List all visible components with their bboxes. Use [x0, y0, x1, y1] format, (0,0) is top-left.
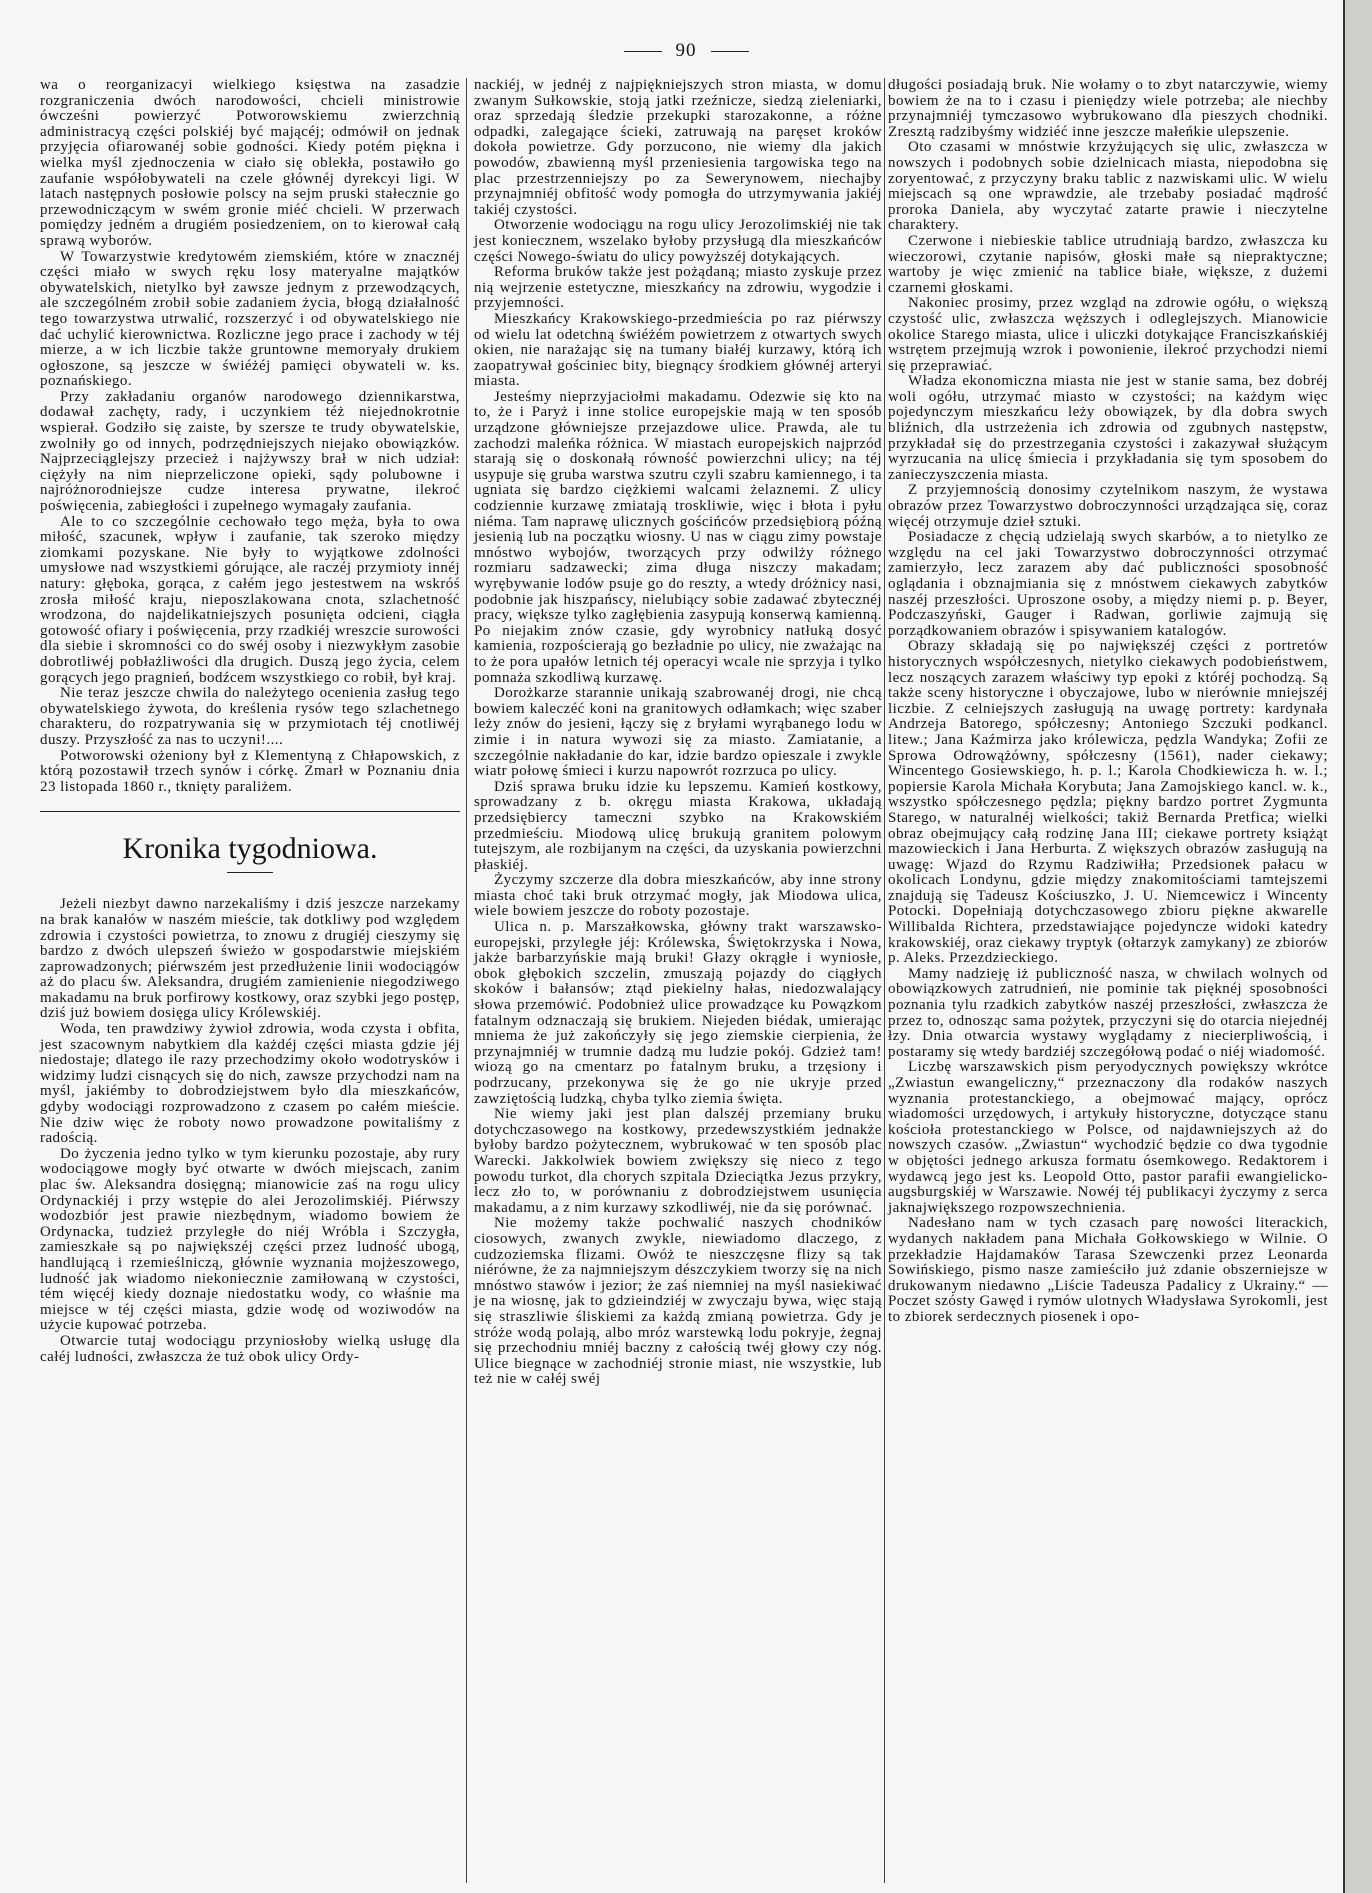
paragraph: nackiéj, w jednéj z najpiękniejszych stron miasta, w domu zwanym Sułkowskie, stoją jatki rzeźnicze, siedzą zieleniarki, oraz sprzedają śledzie przekupki starozakonne, a różne odpadki, zalegające ścieki, zatruwają na paręset kroków dokoła powietrze. Gdy porzucono, nie wiemy dla jakich powodów, zbawienną myśl przeniesienia targowiska tego na plac przestrzenniejszy po za Sewerynowem, niechajby przynajmniéj obfitość wody pomogła do utrzymywania jakiéj takiéj czystości.: [474, 77, 882, 218]
paragraph: Otworzenie wodociągu na rogu ulicy Jerozolimskiéj nie tak jest koniecznem, wszelako byłoby przysługą dla mieszkańców części Nowego-światu do ulicy powyższéj dotykających.: [474, 217, 882, 265]
paragraph: Ale to co szczególnie cechowało tego męża, była to owa miłość, szacunek, wpływ i zaufanie, tak szeroko między ziomkami pozyskane. Nie były to wyjątkowe zdolności umysłowe nad wszystkiemi górujące, ale raczéj przymioty innéj natury: głęboka, gorąca, z całém jego jestestwem na wskróś zrosła miłość kraju, nieposzlakowana cnota, szlachetność wrodzona, do najdelikatniejszych posunięta odcieni, ciągła gotowość ofiary i poświęcenia, przy rzadkiéj wreszcie surowości dla siebie i skromności co do swéj osoby i niezwykłym zasobie dobrotliwéj pobłażliwości dla drugich. Duszą jego życia, celem gorących jego pragnień, bodźcem wszystkiego co robił, był kraj.: [40, 513, 460, 686]
paragraph: Potworowski ożeniony był z Klementyną z Chłapowskich, z którą pozostawił trzech synów i córkę. Zmarł w Poznaniu dnia 23 listopada 1860 r., tknięty paraliżem.: [40, 747, 460, 795]
paragraph: Czerwone i niebieskie tablice utrudniają bardzo, zwłaszcza ku wieczorowi, czytanie napisów, głoski małe są niepraktyczne; wartoby je więc zmienić na tablice białe, większe, z dużemi czarnemi głoskami.: [888, 232, 1328, 296]
paragraph: Oto czasami w mnóstwie krzyżujących się ulic, zwłaszcza w nowszych i podobnych sobie dzielnicach miasta, niepodobna się zoryentować, z przyczyny braku tablic z nazwiskami ulic. W wielu miejscach są one wprawdzie, ale trzebaby posiadać mądrość proroka Daniela, aby wyczytać zatarte prawie i nieczytelne charaktery.: [888, 139, 1328, 234]
paragraph: Mamy nadzieję iż publiczność nasza, w chwilach wolnych od obowiązkowych zatrudnień, nie pominie tak pięknéj sposobności poznania tylu rzadkich zabytków naszéj przeszłości, zwłaszcza że przez to, odnosząc sama pożytek, przyczyni się do otarcia niejednéj łzy. Dnia otwarcia wystawy wyglądamy z niecierpliwością, i postaramy się wtedy bardziéj szczegółową podać o niéj wiadomość.: [888, 965, 1328, 1060]
section-heading: Kronika tygodniowa.: [122, 832, 378, 866]
paragraph: Ulica n. p. Marszałkowska, główny trakt warszawsko-europejski, przyległe jéj: Królewska, Świętokrzyska i Nowa, jakże barbarzyńskie mają bruki! Głazy okrągłe i wyniosłe, obok głębokich szczelin, zmuszają pojazdy do ciągłych skoków i bałansów; ztąd piekielny hałas, niedozwalający słowa przemówić. Podobnież ulice prowadzące ku Powązkom fatalnym odznaczają się brukiem. Niejeden biédak, umierając mniema że już zakończyły się jego ziemskie cierpienia, że przynajmniéj w trumnie dadzą mu ludzie pokój. Gdzież tam! wiozą go na cmentarz po fatalnym bruku, a trzęsiony i podrzucany, przekonywa się że go nie ukryje przed zawziętością ludzką, chyba tylko ziemia święta.: [474, 919, 882, 1107]
paragraph: Przy zakładaniu organów narodowego dziennikarstwa, dodawał zachęty, rady, i uczynkiem téż niejednokrotnie wspierał. Godziło się zaiste, by szersze te trudy obywatelskie, zwolniły go od innych, podrzędniejszych niejako obowiązków. Najprzeciąglejszy przecież i najżywszy brał w nich udział: ciężyły na nim nieprzeliczone opieki, sądy polubowne i najróżnorodniejsze cudze interesa prywatne, ilekroć poświęcenia, zabiegłości i zupełnego wymagały zaufania.: [40, 388, 460, 515]
obituary-text: [40, 78, 460, 795]
column-rule: [466, 78, 467, 1883]
paragraph: Jeżeli niezbyt dawno narzekaliśmy i dziś jeszcze narzekamy na brak kanałów w naszém mieście, tak dotkliwy pod względem zdrowia i czystości powietrza, to znowu z drugiéj cieszymy się bardzo z dwóch ulepszeń świeżo w gospodarstwie miejskiém zaprowadzonych; piérwszém jest przedłużenie linii wodociągów aż do placu św. Aleksandra, drugiém zamienienie niegodziwego makadamu na bruk porfirowy kostkowy, oraz szybki jego postęp, dziś już bowiem dosięga ulicy Królewskiéj.: [40, 896, 460, 1022]
paragraph: Życzymy szczerze dla dobra mieszkańców, aby inne strony miasta choć taki bruk otrzymać mogły, jak Miodowa ulica, wiele bowiem jeszcze do roboty pozostaje.: [474, 872, 882, 920]
paragraph: Nie wiemy jaki jest plan dalszéj przemiany bruku dotychczasowego na kostkowy, przedewszystkiém jednakże byłoby bardzo pożytecznem, wybrukować w ten sposób plac Warecki. Jakkolwiek bowiem zwiększy się nieco z tego powodu turkot, dla chorych szpitala Dzieciątka Jezus przykry, lecz zło to, w porównaniu z dobrodziejstwem usunięcia makadamu, a z nim kurzawy szkodliwéj, nie da się porównać.: [474, 1106, 882, 1216]
paragraph: Mieszkańcy Krakowskiego-przedmieścia po raz piérwszy od wielu lat odetchną świéżém powietrzem z otwartych swych okien, nie narażając się na tumany białéj kurzawy, którą ich zaopatrywał gościniec bity, biegnący środkiem głównéj arteryi miasta.: [474, 310, 882, 390]
section-divider: [40, 811, 460, 812]
column-2: [474, 78, 882, 1388]
paragraph: Posiadacze z chęcią udzielają swych skarbów, a to nietylko ze względu na cel jaki Towarzystwo dobroczynności otrzymać zamierzyło, lecz zarazem aby dać publiczności sposobność oglądania i obznajmiania się z mnóstwem ciekawych zabytków naszéj przeszłości. Uproszone osoby, a między niemi p. p. Beyer, Podczaszyński, Gauger i Radwan, gorliwie zajmują się porządkowaniem obrazów i spisywaniem katalogów.: [888, 529, 1328, 639]
adjacent-page-edge: [1343, 0, 1372, 1893]
paragraph: Do życzenia jedno tylko w tym kierunku pozostaje, aby rury wodociągowe mogły być otwarte w dwóch miejscach, zanim plac św. Aleksandra dosięgną; mianowicie zaś na rogu ulicy Ordynackiéj i przy wstępie do alei Jerozolimskiéj. Piérwszy wodozbiór jest prawie niezbędnym, wiadomo bowiem że Ordynacka, tudzież przyległe do niéj Wróbla i Szczygła, zamieszkałe są po największéj części przez ludność ubogą, handlującą i rzemieślniczą, głównie wyznania mojżeszowego, ludność jak wiadomo niekoniecznie zamiłowaną w czystości, tém więcéj kiedy doznaje niedostatku wody, co właśnie ma miejsce w téj części miasta, gdzie wodę od woziwodów na użycie kupować potrzeba.: [40, 1145, 460, 1334]
chronicle-text: [40, 897, 460, 1365]
heading-rule: [227, 872, 273, 873]
paragraph: wa o reorganizacyi wielkiego księstwa na zasadzie rozgraniczenia dwóch narodowości, chcieli ministrowie ówcześni powierzyć Potworowskiemu zwierzchnią administracyą części polskiéj być mającéj; odmówił on jednak przyjęcia ofiarowanéj sobie godności. Kiedy potém piękna i wielka myśl zjednoczenia w ciało się oblekła, postawiło go zaufanie współobywateli na czele głównéj dyrekcyi ligi. W latach następnych posłowie polscy na sejm pruski stałecznie go przewodniczącym w swém gronie miéć chcieli. W przerwach pomiędzy jedném a drugiém posiedzeniem, on to kierował całą sprawą wyborów.: [40, 77, 460, 249]
paragraph: Nadesłano nam w tych czasach parę nowości literackich, wydanych nakładem pana Michała Gołkowskiego w Wilnie. O przekładzie Hajdamaków Tarasa Szewczenki przez Leonarda Sowińskiego, pismo nasze zamieściło już zdanie obszerniejsze w drukowanym niedawno „Liście Tadeusza Padalicy z Ukrainy.“ — Poczet szósty Gawęd i rymów ulotnych Władysława Syrokomli, jest to zbiorek serdecznych piosenek i opo-: [888, 1215, 1328, 1325]
column-1: [40, 78, 460, 1365]
paragraph: Reforma bruków także jest pożądaną; miasto zyskuje przez nią wejrzenie estetyczne, mieszkańcy na zdrowiu, wygodzie i przyjemności.: [474, 264, 882, 312]
paragraph: Nie możemy także pochwalić naszych chodników ciosowych, zwanych zwykle, niewiadomo dlaczego, z cudzoziemska flizami. Owóż te nieszczęsne flizy są tak niérówne, że za najmniejszym dészczykiem tworzy się na nich mnóstwo stawów i jezior; że zaś niemniej na myśl nasiekiwać je na wiosnę, jak to gdzieindziéj w zwyczaju bywa, więc stają się straszliwie śliskiemi za każdą zmianą powietrza. Gdy je stróże wodą polają, albo mróz warstewką lodu pokryje, żegnaj się przechodniu mniéj baczny z całością twéj głowy czy nóg. Ulice biegnące w zachodniéj stronie miast, nie wszystkie, lub też nie w całéj swéj: [474, 1215, 882, 1388]
paragraph: długości posiadają bruk. Nie wołamy o to zbyt natarczywie, wiemy bowiem że na to i czasu i pieniędzy wiele potrzeba; ale niechby przynajmniéj tymczasowo wybrukowano dla pieszych chodniki. Zresztą radzibyśmy widziéć inne jeszcze małeńkie ulepszenie.: [888, 77, 1328, 140]
paragraph: Liczbę warszawskich pism peryodycznych powiększy wkrótce „Zwiastun ewangeliczny,“ przeznaczony dla rodaków naszych wyznania protestanckiego, a obejmować mający, oprócz wiadomości urzędowych, i artykuły historyczne, dotyczące stanu kościoła protestanckiego w Polsce, od najdawniejszych aż do nowszych czasów. „Zwiastun“ wychodzić będzie co dwa tygodnie w objętości jednego arkusza formatu ósemkowego. Redaktorem i wydawcą jego jest ks. Leopold Otto, pastor parafii ewangielicko-augsburgskiéj w Warszawie. Nowéj téj publikacyi życzymy z serca jaknajwiększego rozpowszechnienia.: [888, 1059, 1328, 1216]
paragraph: Otwarcie tutaj wodociągu przyniosłoby wielką usługę dla całéj ludności, zwłaszcza że tuż obok ulicy Ordy-: [40, 1332, 460, 1365]
paragraph: Obrazy składają się po największéj części z portretów historycznych współczesnych, nietylko ciekawych podobieństwem, lecz noszących zarazem właściwy typ epoki z któréj pochodzą. Są także sceny historyczne i obyczajowe, lubo w nierównie mniejszéj liczbie. Z celniejszych zasługują na uwagę portrety: kardynała Andrzeja Batorego, spółczesny; Antoniego Szczuki podkancl. litew.; Jana Kaźmirza jako królewicza, pędzla Wandyka; Zofii ze Sprowa Odrowążówny, spółczesny (1561), nader ciekawy; Wincentego Gosiewskiego, h. p. l.; Karola Chodkiewicza h. w. l.; popiersie Karola Michała Korybuta; Jana Zamojskiego kancl. w. k., wszystko spółczesnego pędzla; piękny bardzo portret Zygmunta Starego, w naturalnéj wielkości; takiż Bernarda Pretfica; wielki obraz obejmujący całą rodzinę Jana III; ciekawe portrety książąt mazowieckich i Jana Herburta. Z większych obrazów zasługują na uwagę: Wjazd do Rzymu Radziwiłła; Przedsionek pałacu w okolicach Londynu, gdzie między znakomitościami tamtejszemi znajdują się Tadeusz Kościuszko, J. U. Niemcewicz i Wincenty Potocki. Dopełniają dotychczasowego zbioru piękne akwarelle Willibalda Richtera, przedstawiające pojedyncze widoki katedry krakowskiéj, oraz ciekawy tryptyk (ołtarzyk zamykany) ze zbiorów p. Aleks. Przezdzieckiego.: [888, 638, 1328, 967]
page-number: [0, 40, 1372, 62]
paragraph: Dziś sprawa bruku idzie ku lepszemu. Kamień kostkowy, sprowadzany z b. okręgu miasta Krakowa, układają przedsiębiercy tameczni szybko na Krakowskiém przedmieściu. Miodową ulicę brukują granitem polowym tutejszym, ale rozbijanym na części, da uzyskania powierzchni płaskiéj.: [474, 778, 882, 873]
paragraph: Nakoniec prosimy, przez wzgląd na zdrowie ogółu, o większą czystość ulic, zwłaszcza węższych i odleglejszych. Mianowicie okolice Starego miasta, ulice i uliczki dotykające Franciszkańskiéj wstrętem przejmują wzrok i powonienie, ilekroć przychodzi niemi się przeprawiać.: [888, 295, 1328, 374]
paragraph: Władza ekonomiczna miasta nie jest w stanie sama, bez dobréj woli ogółu, utrzymać miasto w czystości; na każdym więc pojedynczym mieszkańcu leży obowiązek, by dla dobra swych bliźnich, dla ustrzeżenia ich zdrowia od zgubnych następstw, przykładał się do przestrzegania czystości i zakazywał służącym wyrzucania na ulicę śmiecia i przykładania się tym sposobem do zanieczyszczenia miasta.: [888, 373, 1328, 483]
paragraph: Nie teraz jeszcze chwila do należytego ocenienia zasług tego obywatelskiego żywota, do kreślenia rysów tego szlachetnego charakteru, do rozpatrywania się w przymiotach téj cnotliwéj duszy. Przyszłość za nas to uczyni!....: [40, 685, 460, 748]
paragraph: W Towarzystwie kredytowém ziemskiém, które w znacznéj części miało w swych ręku losy materyalne majątków obywatelskich, nietylko był zawsze jednym z przewodzących, ale szczególném zrobił sobie zadaniem życia, błogą działalność tego towarzystwa utrwalić, rozszerzyć i od obywatelskiego nie dać uchylić kierownictwa. Rozliczne jego prace i zachody w téj mierze, a w ich liczbie także gruntowne memoryały drukiem ogłoszone, są jeszcze w świéżéj pamięci obywateli w. ks. poznańskiego.: [40, 248, 460, 390]
paragraph: Z przyjemnością donosimy czytelnikom naszym, że wystawa obrazów przez Towarzystwo dobroczynności urządzająca się, coraz więcéj otrzymuje dzieł sztuki.: [888, 482, 1328, 530]
column-3: [888, 78, 1328, 1326]
paragraph: Dorożkarze starannie unikają szabrowanéj drogi, nie chcą bowiem kaleczéć koni na granitowych odłamkach; więc szaber leży znów do jesieni, łączy się z bryłami wyrąbanego lodu w zimie i in natura wywozi się za miasto. Zamiatanie, a szczególnie nakładanie do kar, idzie bardzo opieszale i zwykle wiatr połowę śmieci i kurzu napowrót rozrzuca po ulicy.: [474, 685, 882, 780]
page-number-text: 90: [675, 40, 697, 61]
column-rule: [884, 78, 885, 1883]
paragraph: Jesteśmy nieprzyjaciołmi makadamu. Odezwie się kto na to, że i Paryż i inne stolice europejskie mają w ten sposób urządzone główniejsze przejazdowe ulice. Prawda, ale tu zachodzi maleńka różnica. W miastach europejskich najprzód starają się o doskonałą równość powierzchni ulicy; na téj usypuje się gruba warstwa szutru czyli szabru kamiennego, i ta ugniata się bardzo ciężkiemi walcami żelaznemi. Z ulicy codziennie kurzawę zmiatają troskliwie, więc i błota i pyłu niéma. Tam naprawę ulicznych gościńców przedsiębiorą późną jesienią lub na początku wiosny. U nas w ciągu zimy powstaje mnóstwo wybojów, tworzących przy odwilży różnego rozmiaru sadzawecki; zima długa niszczy makadam; wyrębywanie lodów psuje go do reszty, a wtedy dróżnicy nasi, podobnie jak hiszpańscy, nielubiący sobie zadawać zbytecznéj pracy, większe tylko zagłębienia zasypują konserwą kamienną. Po niejakim znów czasie, gdy wyrobnicy natłuką dosyć kamienia, rozpościerają go bezładnie po ulicy, nie zważając na to że pora upałów letnich téj operacyi wcale nie sprzyja i tylko pomnaża szkodliwą kurzawę.: [474, 388, 882, 686]
paragraph: Woda, ten prawdziwy żywioł zdrowia, woda czysta i obfita, jest szacownym nabytkiem dla każdéj części miasta gdzie jéj niedostaje; dlatego ile razy przechodzimy około wodotrysków i widzimy ludzi cisnących się do nich, zawsze przychodzi nam na myśl, jakiémby to dobrodziejstwem było dla mieszkańców, gdyby wodociągi rozprowadzono z czasem po całém mieście. Nie dziw więc że roboty nowo prowadzone powitaliśmy z radością.: [40, 1021, 460, 1147]
